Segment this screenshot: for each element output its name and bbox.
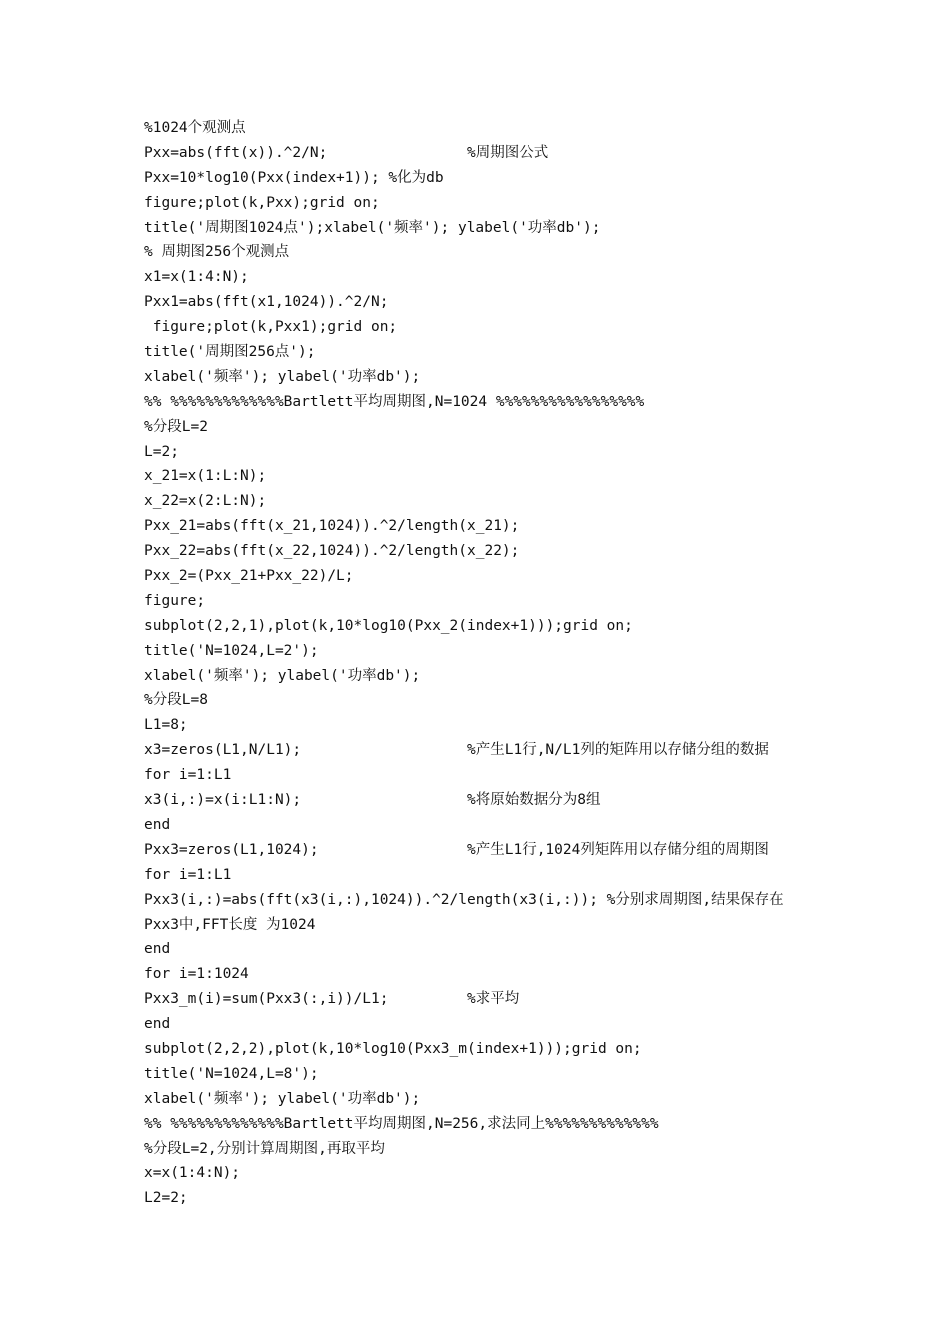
code-line: Pxx_22=abs(fft(x_22,1024)).^2/length(x_22); <box>144 543 520 560</box>
code-line: end <box>144 1016 171 1033</box>
code-listing <box>144 116 824 1211</box>
code-line: %分段L=2,分别计算周期图,再取平均 <box>144 1140 385 1157</box>
code-line: for i=1:1024 <box>144 966 249 983</box>
code-line: title('周期图1024点');xlabel('频率'); ylabel('功率db'); <box>144 219 601 236</box>
code-line: Pxx=abs(fft(x)).^2/N; %周期图公式 <box>144 144 549 161</box>
code-line: figure; <box>144 592 206 609</box>
code-line: for i=1:L1 <box>144 866 232 883</box>
code-line: %1024个观测点 <box>144 120 246 136</box>
code-line: xlabel('频率'); ylabel('功率db'); <box>144 1090 421 1107</box>
code-line: Pxx3(i,:)=abs(fft(x3(i,:),1024)).^2/length(x3(i,:)); %分别求周期图,结果保存在 <box>144 891 784 908</box>
code-line: x=x(1:4:N); <box>144 1165 241 1182</box>
code-line: Pxx3=zeros(L1,1024); %产生L1行,1024列矩阵用以存储分组的周期图 <box>144 841 769 858</box>
code-line: xlabel('频率'); ylabel('功率db'); <box>144 368 421 385</box>
code-line: x_22=x(2:L:N); <box>144 493 267 510</box>
code-line: end <box>144 941 171 958</box>
code-line: %% %%%%%%%%%%%%%Bartlett平均周期图,N=1024 %%%%%%%%%%%%%%%%% <box>144 393 645 410</box>
code-line: % 周期图256个观测点 <box>144 244 290 261</box>
code-line: for i=1:L1 <box>144 767 232 784</box>
code-line: x_21=x(1:L:N); <box>144 468 267 485</box>
code-line: L2=2; <box>144 1190 188 1207</box>
code-line: title('N=1024,L=2'); <box>144 642 319 659</box>
code-line: figure;plot(k,Pxx);grid on; <box>144 194 380 211</box>
code-line: Pxx_2=(Pxx_21+Pxx_22)/L; <box>144 568 354 585</box>
code-line: x1=x(1:4:N); <box>144 269 249 286</box>
code-line: L=2; <box>144 443 179 460</box>
code-line: L1=8; <box>144 717 188 734</box>
code-line: %分段L=2 <box>144 418 208 435</box>
code-line: subplot(2,2,1),plot(k,10*log10(Pxx_2(index+1)));grid on; <box>144 617 633 634</box>
code-line: Pxx3中,FFT长度 为1024 <box>144 916 316 933</box>
code-line: x3(i,:)=x(i:L1:N); %将原始数据分为8组 <box>144 792 601 809</box>
code-line: Pxx=10*log10(Pxx(index+1)); %化为db <box>144 169 444 186</box>
code-line: figure;plot(k,Pxx1);grid on; <box>144 319 398 336</box>
code-line: title('周期图256点'); <box>144 344 316 361</box>
code-line: Pxx3_m(i)=sum(Pxx3(:,i))/L1; %求平均 <box>144 991 520 1008</box>
code-line: xlabel('频率'); ylabel('功率db'); <box>144 667 421 684</box>
code-line: subplot(2,2,2),plot(k,10*log10(Pxx3_m(index+1)));grid on; <box>144 1040 642 1057</box>
code-line: title('N=1024,L=8'); <box>144 1065 319 1082</box>
code-line: Pxx_21=abs(fft(x_21,1024)).^2/length(x_21); <box>144 518 520 535</box>
code-line: %% %%%%%%%%%%%%%Bartlett平均周期图,N=256,求法同上%%%%%%%%%%%%% <box>144 1115 659 1132</box>
code-line: Pxx1=abs(fft(x1,1024)).^2/N; <box>144 294 389 311</box>
code-line: %分段L=8 <box>144 692 208 709</box>
code-line: x3=zeros(L1,N/L1); %产生L1行,N/L1列的矩阵用以存储分组的数据 <box>144 742 769 759</box>
code-line: end <box>144 816 171 833</box>
